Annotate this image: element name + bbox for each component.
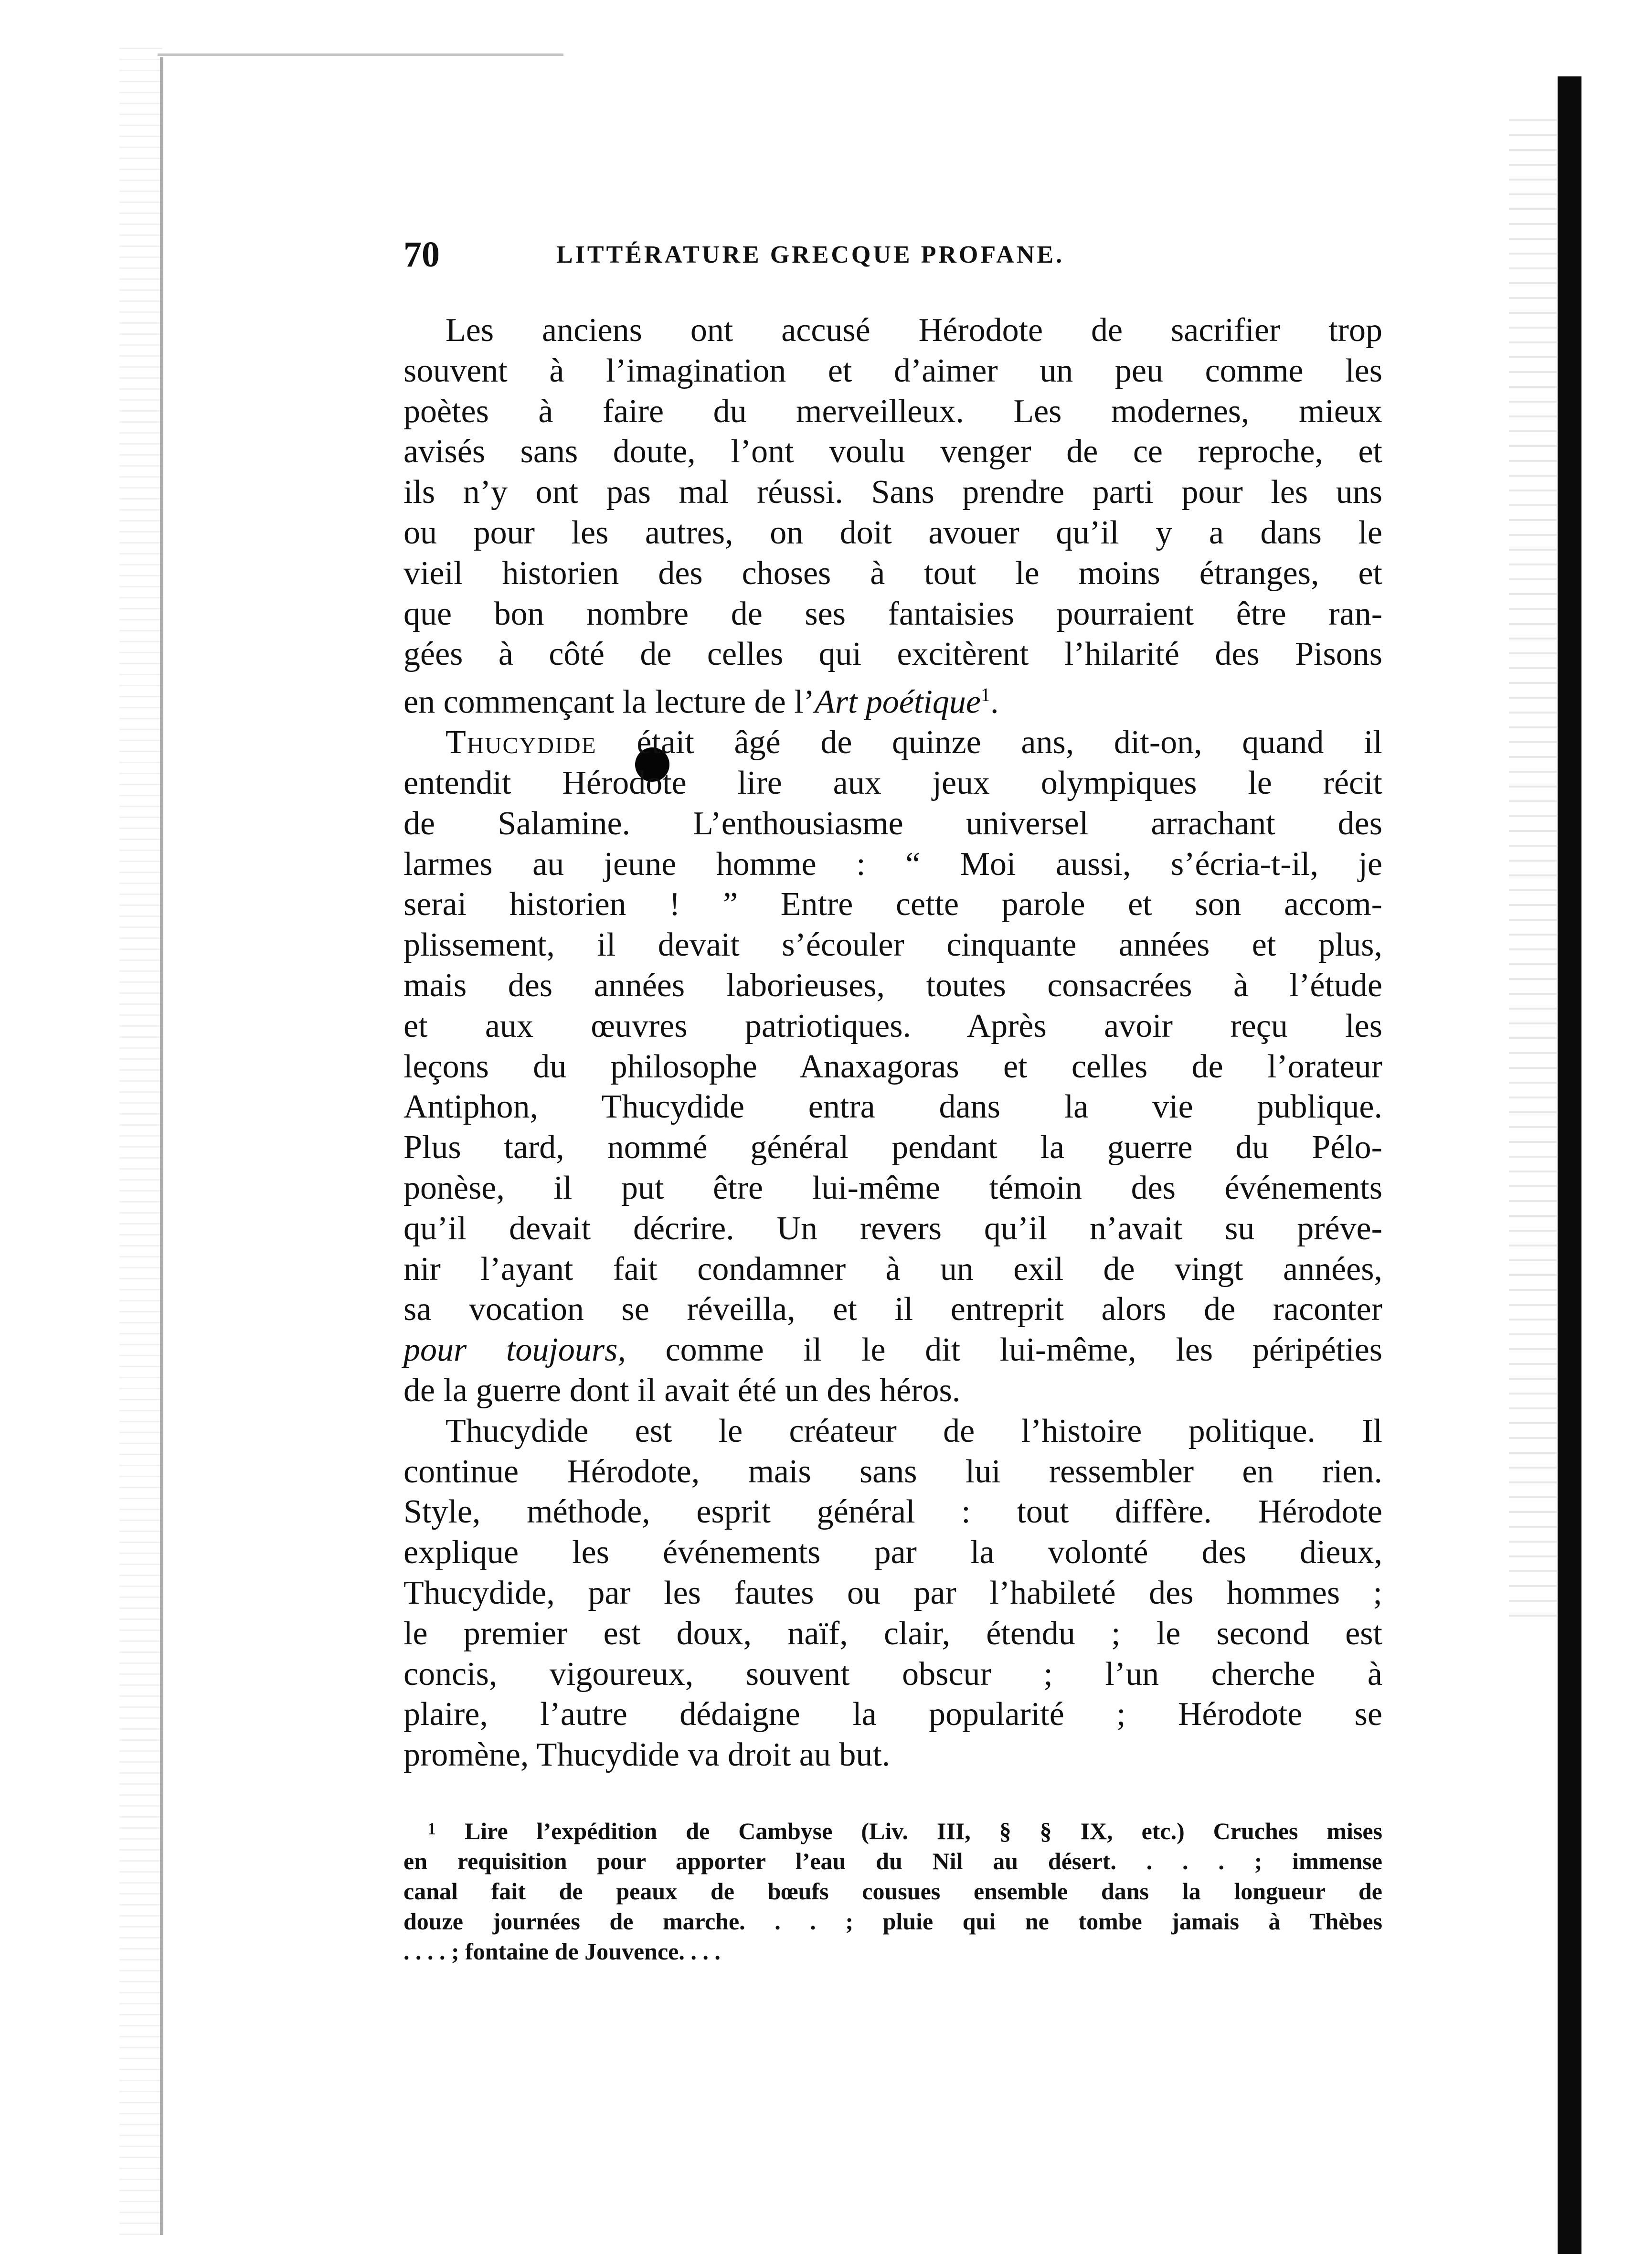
text-line: Plus tard, nommé général pendant la guerre du Pélo- [403, 1129, 1382, 1166]
text-line: promène, Thucydide va droit au but. [403, 1736, 891, 1774]
scan-edge-left [119, 48, 162, 2235]
text-line: que bon nombre de ses fantaisies pourraient être ran- [403, 595, 1382, 632]
footnote [403, 1814, 1382, 1967]
text-line: serai historien ! ” Entre cette parole et son accom- [403, 886, 1382, 923]
footnote-line [403, 1814, 1382, 1846]
text-line: avisés sans doute, l’ont voulu venger de ce reproche, et [403, 433, 1382, 470]
text-line: Thucydide, par les fautes ou par l’habileté des hommes ; [403, 1575, 1382, 1612]
text-line: Les anciens ont accusé Hérodote de sacrifier trop [446, 312, 1382, 349]
italic-title: Art poétique [814, 683, 981, 721]
text-line: concis, vigoureux, souvent obscur ; l’un cherche à [403, 1655, 1382, 1693]
footnote-line: douze journées de marche. . . ; pluie qui ne tombe jamais à Thèbes [403, 1908, 1382, 1935]
book-page [403, 234, 1382, 1967]
footnote-line: canal fait de peaux de bœufs cousues ensemble dans la longueur de [403, 1878, 1382, 1905]
text-line [403, 675, 1382, 723]
text-line: plissement, il devait s’écouler cinquante années et plus, [403, 926, 1382, 964]
text-run: . [990, 683, 999, 721]
text-line: leçons du philosophe Anaxagoras et celles de l’orateur [403, 1048, 1382, 1085]
text-line: Style, méthode, esprit général : tout diffère. Hérodote [403, 1493, 1382, 1531]
paragraph-herodote [403, 310, 1382, 723]
text-line [403, 1330, 1382, 1371]
text-line: de la guerre dont il avait été un des héros. [403, 1372, 961, 1409]
text-line: Thucydide est le créateur de l’histoire politique. Il [446, 1412, 1382, 1449]
footnote-reference: 1 [980, 684, 990, 706]
scan-binding-shadow [1558, 76, 1581, 2254]
text-line: vieil historien des choses à tout le moins étranges, et [403, 554, 1382, 592]
text-run: était âgé de quinze ans, dit-on, quand il [596, 724, 1382, 761]
text-line: poètes à faire du merveilleux. Les modernes, mieux [403, 393, 1382, 430]
body-text [403, 310, 1382, 1776]
scan-border-top [158, 53, 563, 56]
scan-speckle-right [1509, 119, 1557, 1624]
footnote-line: . . . . ; fontaine de Jouvence. . . . [403, 1938, 721, 1965]
text-line: mais des années laborieuses, toutes consacrées à l’étude [403, 967, 1382, 1004]
text-line: larmes au jeune homme : “ Moi aussi, s’écria-t-il, je [403, 845, 1382, 883]
text-line: entendit Hérodote lire aux jeux olympiques le récit [403, 765, 1382, 802]
text-line: gées à côté de celles qui excitèrent l’hilarité des Pisons [403, 636, 1382, 673]
scan-border-left [160, 57, 163, 2235]
running-title: LITTÉRATURE GRECQUE PROFANE. [556, 241, 1065, 268]
text-line: plaire, l’autre dédaigne la popularité ; Hérodote se [403, 1696, 1382, 1733]
name-small-caps: Thucydide [446, 724, 597, 761]
text-line: Antiphon, Thucydide entra dans la vie publique. [403, 1088, 1382, 1126]
running-head [403, 234, 1382, 282]
text-line: qu’il devait décrire. Un revers qu’il n’avait su préve- [403, 1210, 1382, 1247]
text-line: le premier est doux, naïf, clair, étendu ; le second est [403, 1615, 1382, 1652]
text-run: comme il le dit lui-même, les péripéties [626, 1331, 1383, 1369]
footnote-mark: 1 [427, 1819, 436, 1839]
text-line [403, 723, 1382, 763]
text-run: en commençant la lecture de l’ [403, 683, 815, 721]
text-line: souvent à l’imagination et d’aimer un peu comme les [403, 352, 1382, 389]
text-line: de Salamine. L’enthousiasme universel arrachant des [403, 805, 1382, 842]
text-line: explique les événements par la volonté des dieux, [403, 1534, 1382, 1571]
text-line: ponèse, il put être lui-même témoin des événements [403, 1170, 1382, 1207]
page-number: 70 [403, 234, 440, 275]
paragraph-thucydide [403, 723, 1382, 1411]
paragraph-comparison [403, 1411, 1382, 1776]
text-line: nir l’ayant fait condamner à un exil de vingt années, [403, 1250, 1382, 1288]
footnote-line: en requisition pour apporter l’eau du Nil au désert. . . . ; immense [403, 1848, 1382, 1875]
text-line: continue Hérodote, mais sans lui ressembler en rien. [403, 1453, 1382, 1490]
text-line: ou pour les autres, on doit avouer qu’il y a dans le [403, 514, 1382, 551]
text-line: ils n’y ont pas mal réussi. Sans prendre parti pour les uns [403, 474, 1382, 511]
text-run: Lire l’expédition de Cambyse (Liv. III, § § IX, etc.) Cruches mises [464, 1818, 1383, 1845]
text-line: et aux œuvres patriotiques. Après avoir reçu les [403, 1007, 1382, 1044]
text-line: sa vocation se réveilla, et il entreprit alors de raconter [403, 1291, 1382, 1328]
italic-phrase: pour toujours, [403, 1331, 626, 1369]
